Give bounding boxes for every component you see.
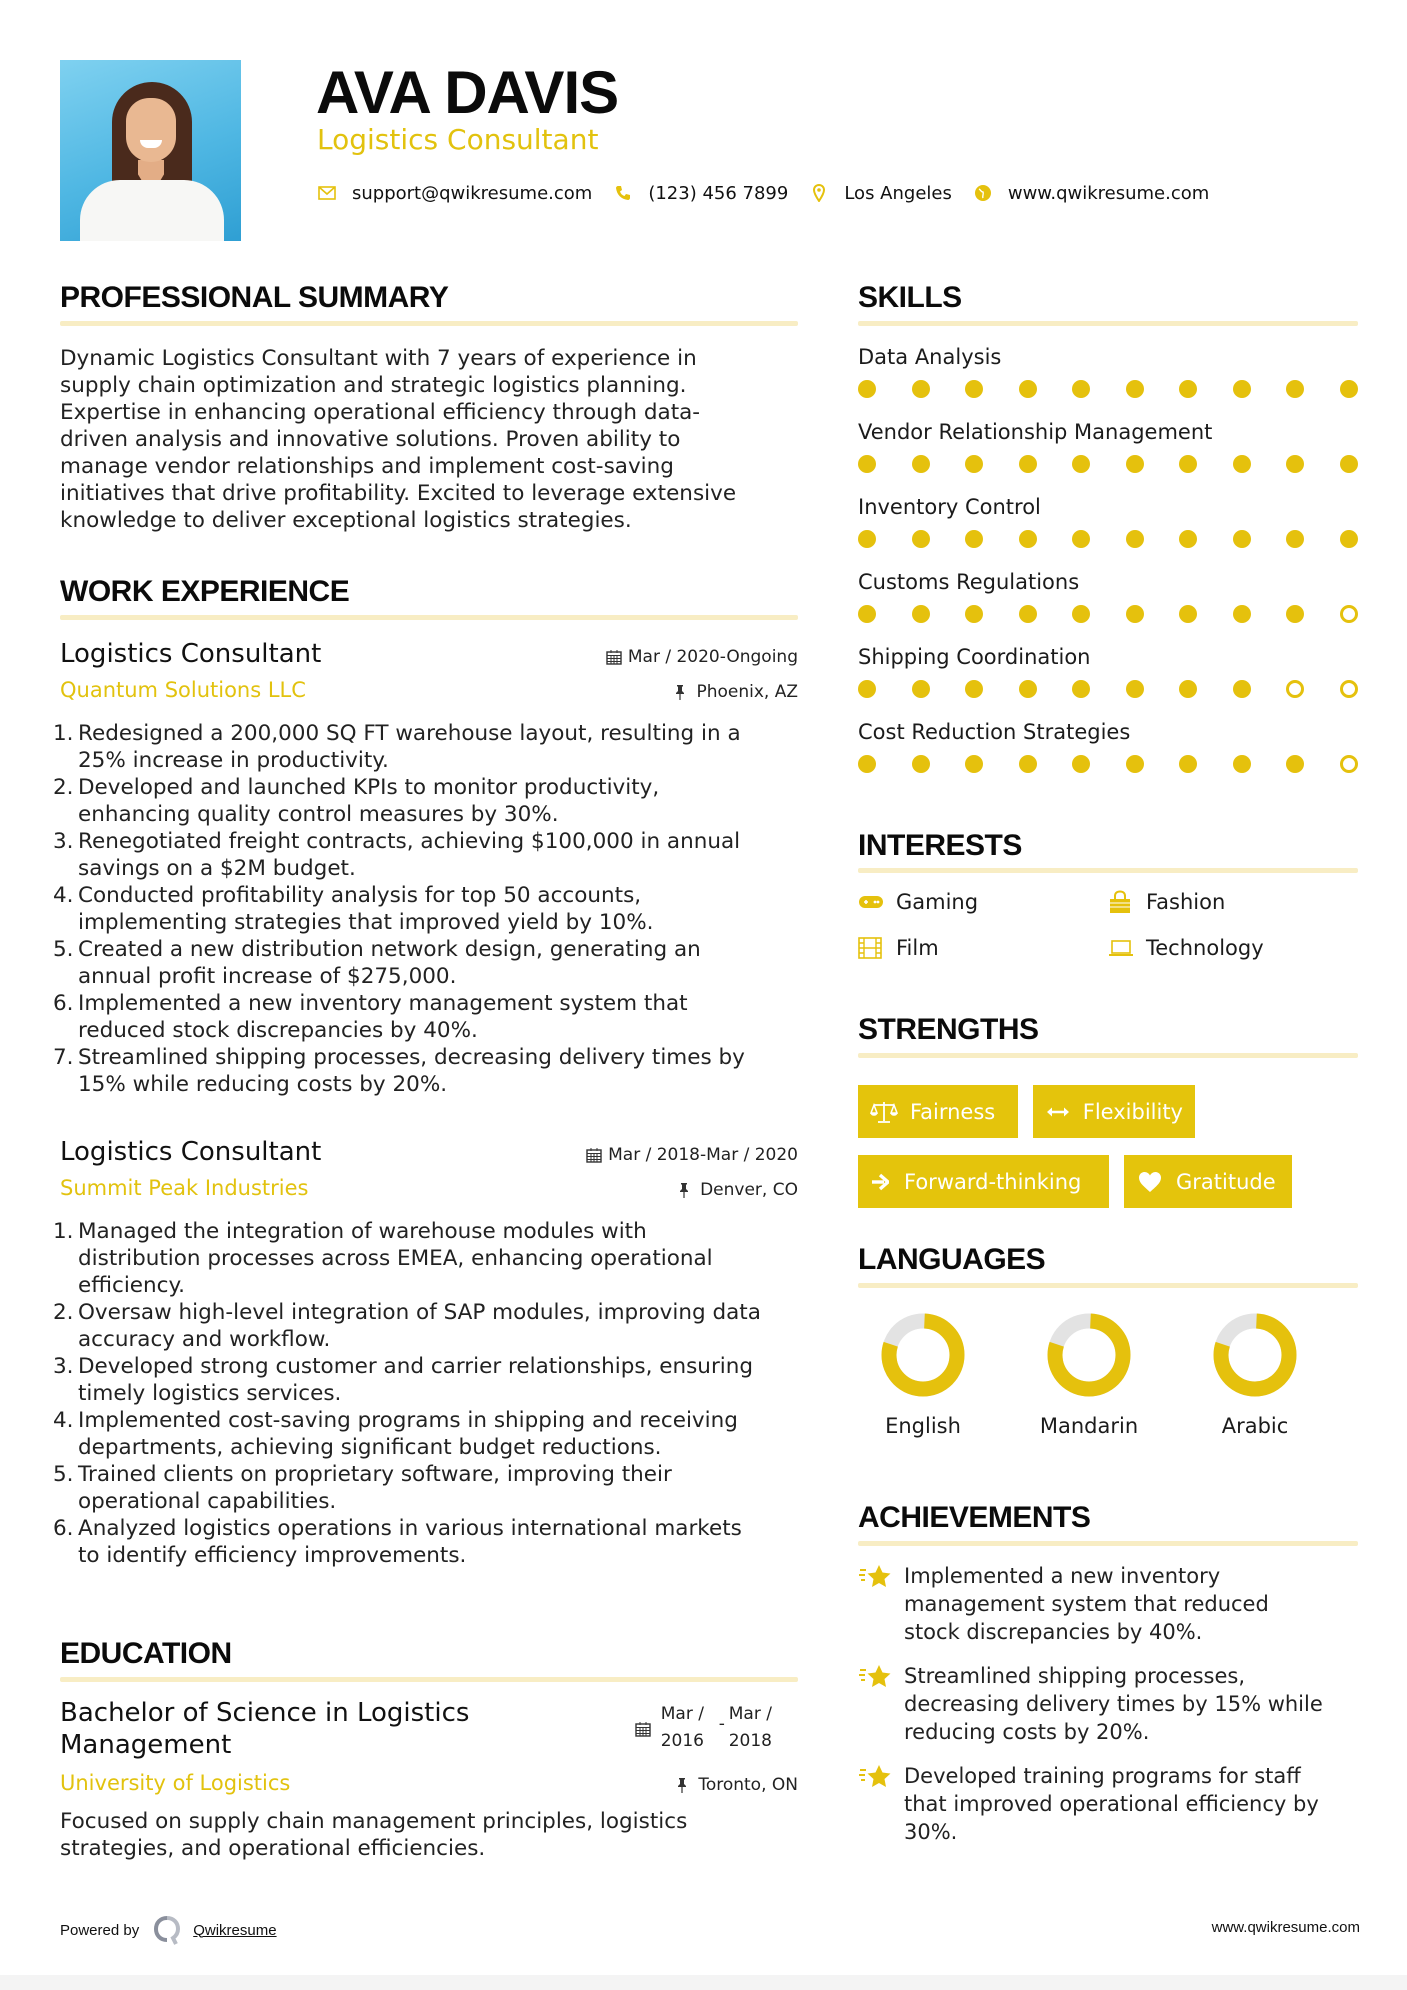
skill-name: Inventory Control	[858, 495, 1041, 519]
rating-dot-empty	[1286, 680, 1304, 698]
page-bottom-band	[0, 1975, 1407, 1990]
contact-email[interactable]: support@qwikresume.com	[318, 183, 592, 204]
rating-dot-filled	[1179, 755, 1197, 773]
pushpin-icon	[678, 1182, 694, 1198]
rating-dot-empty	[1340, 755, 1358, 773]
skills-list	[858, 343, 1358, 793]
rating-dot-filled	[965, 680, 983, 698]
rating-dot-filled	[965, 380, 983, 398]
rating-dot-filled	[1233, 605, 1251, 623]
globe-icon	[974, 184, 992, 202]
rating-dot-filled	[858, 605, 876, 623]
section-heading-languages: LANGUAGES	[858, 1243, 1046, 1276]
skill-rating	[858, 379, 1358, 399]
star-icon	[858, 1762, 892, 1792]
achievement-item: Implemented a new inventory management system that reduced stock discrepancies by 40%.	[858, 1562, 1358, 1646]
interests-grid	[858, 888, 1358, 968]
job-location: Phoenix, AZ	[674, 681, 798, 703]
achievement-list	[53, 720, 798, 1098]
heart-icon	[1136, 1170, 1164, 1194]
skill-name: Shipping Coordination	[858, 645, 1091, 669]
rating-dot-filled	[1233, 455, 1251, 473]
rating-dot-filled	[1019, 380, 1037, 398]
list-item: 3. Renegotiated freight contracts, achieving $100,000 in annual savings on a $2M budget.	[53, 829, 741, 881]
company-name: Summit Peak Industries	[60, 1176, 309, 1200]
rating-dot-filled	[1019, 455, 1037, 473]
language-proficiency-donut	[1044, 1310, 1134, 1400]
list-item: 6. Analyzed logistics operations in various international markets to identify efficiency improvements.	[53, 1516, 742, 1568]
rating-dot-filled	[1019, 530, 1037, 548]
section-heading-summary: PROFESSIONAL SUMMARY	[60, 281, 449, 314]
education-dates: Mar / 2016 - Mar / 2018	[635, 1701, 772, 1755]
rating-dot-filled	[1340, 455, 1358, 473]
skill-row	[858, 718, 1358, 793]
section-divider	[858, 868, 1358, 873]
rating-dot-filled	[1233, 530, 1251, 548]
rating-dot-filled	[1286, 380, 1304, 398]
rating-dot-filled	[912, 530, 930, 548]
summary-text: Dynamic Logistics Consultant with 7 years of experience in supply chain optimization and strategic logistics planning. Expertise in enhancing operational efficiency through data- driven analysis and innovative solutions. Proven ability to manage vendor relationships and implement cost-saving initiatives that drive profitability. Excited to leverage extensive knowledge to deliver exceptional logistics strategies.	[60, 346, 737, 533]
rating-dot-empty	[1340, 680, 1358, 698]
language-proficiency-donut	[878, 1310, 968, 1400]
language-proficiency-donut	[1210, 1310, 1300, 1400]
job-title: Logistics Consultant	[60, 1137, 322, 1167]
rating-dot-filled	[1286, 605, 1304, 623]
job-title: Logistics Consultant	[60, 639, 322, 669]
rating-dot-filled	[1072, 680, 1090, 698]
gamepad-icon	[858, 891, 884, 913]
rating-dot-filled	[858, 680, 876, 698]
film-icon	[858, 937, 884, 959]
list-item: 5. Trained clients on proprietary software, improving their operational capabilities.	[53, 1462, 672, 1514]
rating-dot-filled	[858, 530, 876, 548]
rating-dot-filled	[912, 455, 930, 473]
rating-dot-filled	[1072, 530, 1090, 548]
rating-dot-filled	[965, 605, 983, 623]
job-location: Denver, CO	[678, 1179, 798, 1201]
calendar-icon	[586, 1147, 602, 1163]
rating-dot-filled	[1340, 530, 1358, 548]
interest-fashion: Fashion	[1108, 888, 1225, 916]
interest-gaming: Gaming	[858, 888, 978, 916]
education-location: Toronto, ON	[676, 1774, 798, 1796]
skill-row	[858, 643, 1358, 718]
contact-bar	[318, 180, 1231, 206]
star-icon	[858, 1662, 892, 1692]
rating-dot-filled	[1019, 680, 1037, 698]
language-item	[858, 1310, 988, 1440]
language-name: English	[885, 1414, 961, 1438]
rating-dot-filled	[1179, 605, 1197, 623]
contact-location: Los Angeles	[810, 183, 952, 204]
section-divider	[858, 1541, 1358, 1546]
rating-dot-filled	[1126, 455, 1144, 473]
job-entry	[53, 1136, 798, 1569]
section-divider	[858, 321, 1358, 326]
education-description: Focused on supply chain management principles, logistics strategies, and operational efficiencies.	[60, 1809, 688, 1861]
laptop-icon	[1108, 937, 1134, 959]
qwikresume-link[interactable]: Qwikresume	[193, 1921, 277, 1939]
qwikresume-logo-icon	[153, 1915, 181, 1945]
star-icon	[858, 1562, 892, 1592]
strengths-list	[858, 1085, 1358, 1211]
list-item: 3. Developed strong customer and carrier relationships, ensuring timely logistics services.	[53, 1354, 754, 1406]
contact-website[interactable]: www.qwikresume.com	[974, 183, 1209, 204]
education-entry	[60, 1697, 798, 1872]
map-pin-icon	[810, 184, 828, 202]
skill-rating	[858, 454, 1358, 474]
language-name: Arabic	[1221, 1414, 1289, 1438]
list-item: 1. Redesigned a 200,000 SQ FT warehouse layout, resulting in a 25% increase in productivity.	[53, 721, 741, 773]
skill-row	[858, 343, 1358, 418]
contact-phone[interactable]: (123) 456 7899	[614, 183, 788, 204]
pushpin-icon	[676, 1777, 692, 1793]
footer-powered-by: Powered by Qwikresume	[60, 1915, 277, 1945]
skill-rating	[858, 679, 1358, 699]
rating-dot-filled	[1179, 530, 1197, 548]
rating-dot-filled	[1179, 455, 1197, 473]
strength-badge: Fairness	[858, 1085, 1018, 1138]
skill-row	[858, 493, 1358, 568]
list-item: 5. Created a new distribution network design, generating an annual profit increase of $275,000.	[53, 937, 701, 989]
calendar-icon	[606, 649, 622, 665]
section-heading-achievements: ACHIEVEMENTS	[858, 1501, 1091, 1534]
section-heading-experience: WORK EXPERIENCE	[60, 575, 350, 608]
balance-scale-icon	[870, 1100, 898, 1124]
rating-dot-filled	[1072, 455, 1090, 473]
languages-list	[858, 1310, 1358, 1460]
phone-icon	[614, 184, 632, 202]
section-divider	[60, 615, 798, 620]
shopping-bag-icon	[1108, 891, 1134, 913]
skill-rating	[858, 529, 1358, 549]
candidate-name: AVA DAVIS	[316, 59, 619, 126]
footer-website[interactable]: www.qwikresume.com	[1211, 1919, 1360, 1936]
skill-name: Cost Reduction Strategies	[858, 720, 1131, 744]
skill-name: Data Analysis	[858, 345, 1002, 369]
list-item: 1. Managed the integration of warehouse modules with distribution processes across EMEA, enhancing operational efficiency.	[53, 1219, 713, 1298]
rating-dot-filled	[1233, 680, 1251, 698]
section-divider	[60, 321, 798, 326]
arrows-horizontal-icon	[1045, 1100, 1071, 1124]
section-divider	[60, 1677, 798, 1682]
achievement-item: Developed training programs for staff that improved operational efficiency by 30%.	[858, 1762, 1358, 1846]
list-item: 2. Oversaw high-level integration of SAP modules, improving data accuracy and workflow.	[53, 1300, 761, 1352]
arrow-right-icon	[870, 1170, 890, 1194]
rating-dot-filled	[912, 605, 930, 623]
rating-dot-filled	[1126, 380, 1144, 398]
rating-dot-filled	[1126, 755, 1144, 773]
rating-dot-filled	[1286, 455, 1304, 473]
rating-dot-filled	[1126, 605, 1144, 623]
rating-dot-filled	[1072, 755, 1090, 773]
rating-dot-filled	[912, 380, 930, 398]
section-divider	[858, 1283, 1358, 1288]
job-dates: Mar / 2020-Ongoing	[606, 646, 798, 668]
interest-technology: Technology	[1108, 934, 1264, 962]
skill-row	[858, 568, 1358, 643]
list-item: 4. Implemented cost-saving programs in shipping and receiving departments, achieving significant budget reductions.	[53, 1408, 738, 1460]
rating-dot-filled	[858, 380, 876, 398]
rating-dot-filled	[1072, 380, 1090, 398]
rating-dot-filled	[1019, 605, 1037, 623]
rating-dot-filled	[1340, 380, 1358, 398]
rating-dot-empty	[1340, 605, 1358, 623]
skill-name: Customs Regulations	[858, 570, 1080, 594]
rating-dot-filled	[1286, 530, 1304, 548]
rating-dot-filled	[858, 755, 876, 773]
rating-dot-filled	[965, 455, 983, 473]
rating-dot-filled	[965, 755, 983, 773]
list-item: 2. Developed and launched KPIs to monitor productivity, enhancing quality control measures by 30%.	[53, 775, 660, 827]
section-heading-strengths: STRENGTHS	[858, 1013, 1039, 1046]
rating-dot-filled	[912, 755, 930, 773]
company-name: Quantum Solutions LLC	[60, 678, 306, 702]
rating-dot-filled	[1072, 605, 1090, 623]
achievements-list	[858, 1562, 1358, 1862]
rating-dot-filled	[1019, 755, 1037, 773]
skill-name: Vendor Relationship Management	[858, 420, 1213, 444]
section-heading-interests: INTERESTS	[858, 829, 1022, 862]
rating-dot-filled	[1126, 680, 1144, 698]
language-name: Mandarin	[1039, 1414, 1139, 1438]
rating-dot-filled	[1126, 530, 1144, 548]
rating-dot-filled	[858, 455, 876, 473]
strength-badge: Gratitude	[1124, 1155, 1292, 1208]
section-heading-skills: SKILLS	[858, 281, 962, 314]
rating-dot-filled	[1233, 755, 1251, 773]
degree-title: Bachelor of Science in Logistics Management	[60, 1698, 470, 1760]
section-divider	[858, 1053, 1358, 1058]
language-item	[1190, 1310, 1320, 1440]
school-name: University of Logistics	[60, 1771, 291, 1795]
list-item: 7. Streamlined shipping processes, decreasing delivery times by 15% while reducing costs by 20%.	[53, 1045, 745, 1097]
skill-rating	[858, 754, 1358, 774]
calendar-icon	[635, 1721, 651, 1737]
achievement-list	[53, 1218, 798, 1569]
rating-dot-filled	[1179, 680, 1197, 698]
profile-photo	[60, 60, 241, 241]
envelope-icon	[318, 184, 336, 202]
language-item	[1024, 1310, 1154, 1440]
list-item: 4. Conducted profitability analysis for top 50 accounts, implementing strategies that improved yield by 10%.	[53, 883, 654, 935]
skill-row	[858, 418, 1358, 493]
strength-badge: Flexibility	[1033, 1085, 1195, 1138]
rating-dot-filled	[912, 680, 930, 698]
section-heading-education: EDUCATION	[60, 1637, 232, 1670]
skill-rating	[858, 604, 1358, 624]
rating-dot-filled	[965, 530, 983, 548]
rating-dot-filled	[1233, 380, 1251, 398]
rating-dot-filled	[1286, 755, 1304, 773]
list-item: 6. Implemented a new inventory management system that reduced stock discrepancies by 40%.	[53, 991, 688, 1043]
strength-badge: Forward-thinking	[858, 1155, 1109, 1208]
interest-film: Film	[858, 934, 939, 962]
job-entry	[53, 638, 798, 1098]
pushpin-icon	[674, 684, 690, 700]
candidate-title: Logistics Consultant	[317, 123, 599, 156]
rating-dot-filled	[1179, 380, 1197, 398]
achievement-item: Streamlined shipping processes, decreasing delivery times by 15% while reducing costs by 20%.	[858, 1662, 1358, 1746]
job-dates: Mar / 2018-Mar / 2020	[586, 1144, 798, 1166]
